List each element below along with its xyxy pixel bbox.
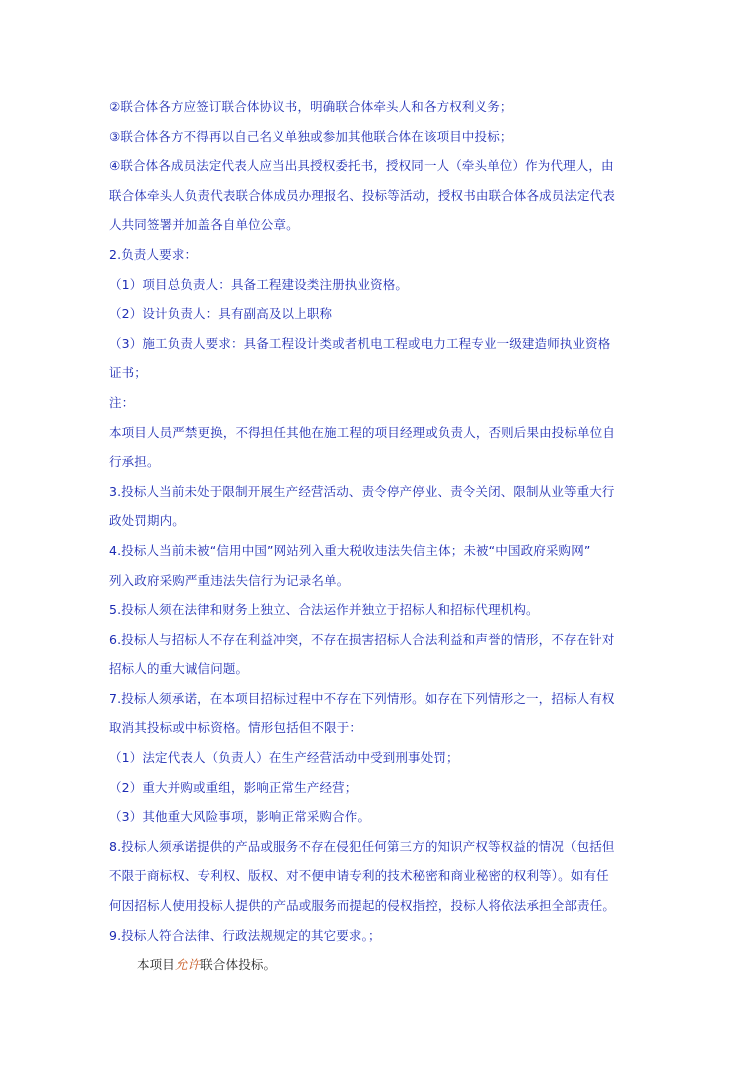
text-line: 政处罚期内。 xyxy=(109,513,185,529)
text-line: 不限于商标权、专利权、版权、对不便申请专利的技术秘密和商业秘密的权利等）。如有任 xyxy=(109,868,609,884)
document-body xyxy=(109,92,649,980)
text-line: 8.投标人须承诺提供的产品或服务不存在侵犯任何第三方的知识产权等权益的情况（包括但 xyxy=(109,838,615,854)
text-line: ②联合体各方应签订联合体协议书，明确联合体牵头人和各方权利义务； xyxy=(109,99,513,114)
text-line: 9.投标人符合法律、行政法规规定的其它要求。； xyxy=(109,927,381,943)
text-line: 4.投标人当前未被“信用中国”网站列入重大税收违法失信主体；未被“中国政府采购网” xyxy=(109,542,591,558)
text-line: 3.投标人当前未处于限制开展生产经营活动、责令停产停业、责令关闭、限制从业等重大行 xyxy=(109,483,615,499)
closing-suffix: 联合体投标。 xyxy=(200,957,277,973)
text-line: 本项目人员严禁更换，不得担任其他在施工程的项目经理或负责人，否则后果由投标单位自 xyxy=(109,424,616,440)
text-line: （2）设计负责人：具有副高及以上职称 xyxy=(109,306,333,322)
text-line: 行承担。 xyxy=(109,454,160,470)
text-line: 6.投标人与招标人不存在利益冲突，不存在损害招标人合法利益和声誉的情形，不存在针对 xyxy=(109,631,615,647)
text-line: 联合体牵头人负责代表联合体成员办理报名、投标等活动，授权书由联合体各成员法定代表 xyxy=(109,187,616,203)
text-line: 列入政府采购严重违法失信行为记录名单。 xyxy=(109,572,350,588)
text-line: 何因招标人使用投标人提供的产品或服务而提起的侵权指控，投标人将依法承担全部责任。 xyxy=(109,898,616,914)
closing-statement xyxy=(109,950,649,980)
text-line: ④联合体各成员法定代表人应当出具授权委托书，授权同一人（牵头单位）作为代理人，由 xyxy=(109,158,614,174)
text-line: 7.投标人须承诺，在本项目招标过程中不存在下列情形。如存在下列情形之一，招标人有权 xyxy=(109,690,615,706)
text-line: 5.投标人须在法律和财务上独立、合法运作并独立于招标人和招标代理机构。 xyxy=(109,602,539,618)
text-line: （2）重大并购或重组，影响正常生产经营； xyxy=(109,779,358,795)
closing-emphasis: 允许 xyxy=(174,957,201,973)
text-line: 人共同签署并加盖各自单位公章。 xyxy=(109,217,299,233)
text-line: 注： xyxy=(109,394,135,410)
closing-prefix: 本项目 xyxy=(137,957,175,973)
text-line: （3）其他重大风险事项，影响正常采购合作。 xyxy=(109,809,371,825)
text-line: （1）项目总负责人：具备工程建设类注册执业资格。 xyxy=(109,276,409,292)
text-line: 2.负责人要求： xyxy=(109,246,198,262)
text-line: （3）施工负责人要求：具备工程设计类或者机电工程或电力工程专业一级建造师执业资格 xyxy=(109,335,611,351)
text-line: 证书； xyxy=(109,365,147,381)
text-line: ③联合体各方不得再以自己名义单独或参加其他联合体在该项目中投标； xyxy=(109,128,513,144)
text-line: 招标人的重大诚信问题。 xyxy=(109,661,249,677)
text-line: （1）法定代表人（负责人）在生产经营活动中受到刑事处罚； xyxy=(109,750,459,766)
text-line: 取消其投标或中标资格。情形包括但不限于： xyxy=(109,720,363,736)
